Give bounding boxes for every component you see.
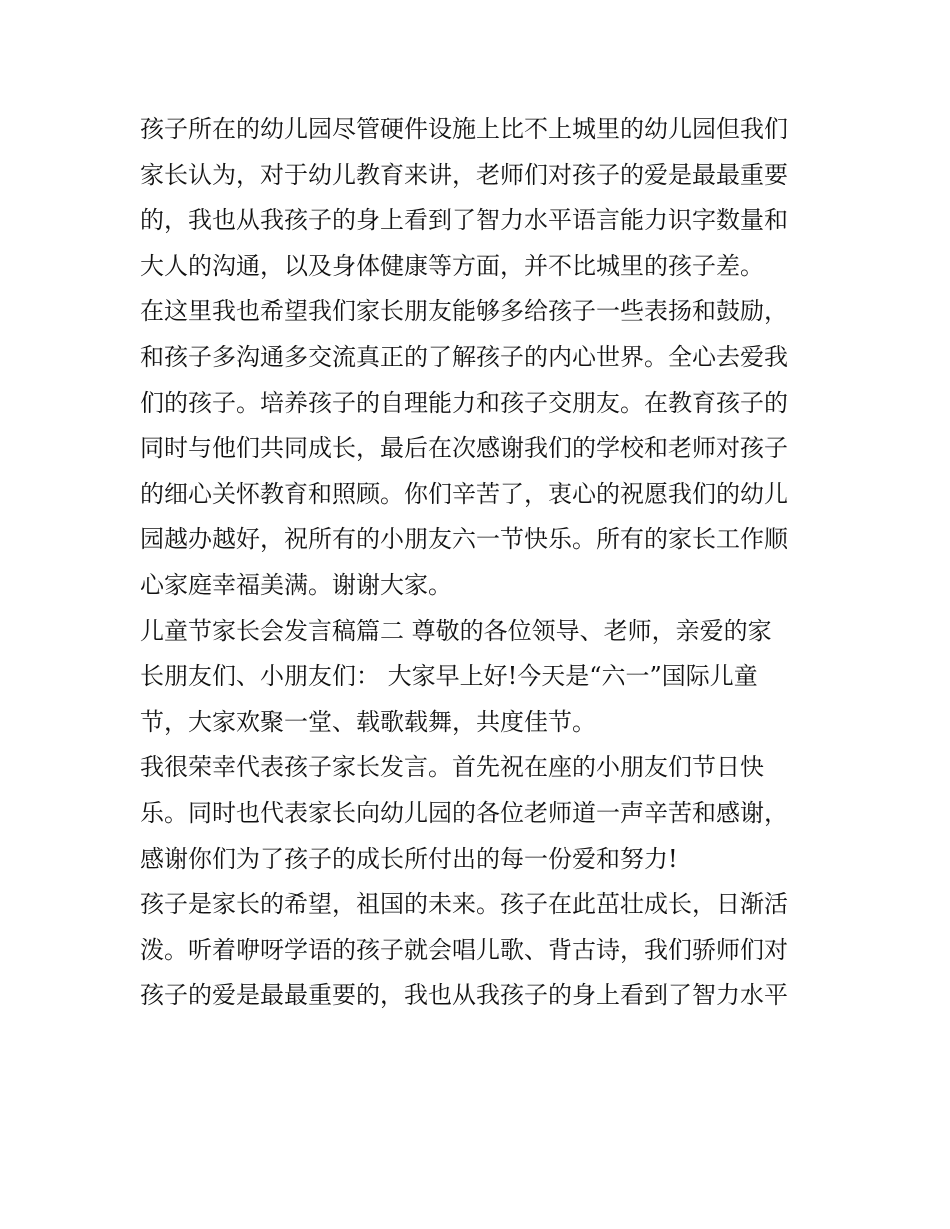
text-line: 的，我也从我孩子的身上看到了智力水平语言能力识字数量和 [140, 206, 788, 235]
text-line: 节，大家欢聚一堂、载歌载舞，共度佳节。 [140, 707, 596, 736]
text-line: 们的孩子。培养孩子的自理能力和孩子交朋友。在教育孩子的 [140, 388, 788, 417]
text-line: 泼。听着咿呀学语的孩子就会唱儿歌、背古诗，我们骄师们对 [140, 935, 788, 964]
text-line: 的细心关怀教育和照顾。你们辛苦了，衷心的祝愿我们的幼儿 [140, 479, 788, 508]
section-heading-line: 儿童节家长会发言稿篇二 尊敬的各位领导、老师，亲爱的家 [140, 616, 772, 645]
text-line: 园越办越好，祝所有的小朋友六一节快乐。所有的家长工作顺 [140, 525, 788, 554]
text-line: 我很荣幸代表孩子家长发言。首先祝在座的小朋友们节日快 [140, 753, 764, 782]
text-line: 心家庭幸福美满。谢谢大家。 [140, 570, 452, 599]
text-line: 家长认为，对于幼儿教育来讲，老师们对孩子的爱是最最重要 [140, 160, 788, 189]
text-line: 大人的沟通，以及身体健康等方面，并不比城里的孩子差。 [140, 251, 764, 280]
text-line: 和孩子多沟通多交流真正的了解孩子的内心世界。全心去爱我 [140, 342, 788, 371]
text-line: 孩子是家长的希望，祖国的未来。孩子在此茁壮成长，日渐活 [140, 890, 788, 919]
text-line: 孩子所在的幼儿园尽管硬件设施上比不上城里的幼儿园但我们 [140, 115, 788, 143]
document-body [140, 107, 820, 1019]
text-line: 孩子的爱是最最重要的，我也从我孩子的身上看到了智力水平 [140, 981, 788, 1010]
text-line: 感谢你们为了孩子的成长所付出的每一份爱和努力! [140, 844, 678, 873]
text-line: 长朋友们、小朋友们： 大家早上好!今天是“六一”国际儿童 [140, 662, 758, 691]
text-line: 在这里我也希望我们家长朋友能够多给孩子一些表扬和鼓励， [140, 297, 788, 326]
text-line: 乐。同时也代表家长向幼儿园的各位老师道一声辛苦和感谢， [140, 798, 788, 827]
text-line: 同时与他们共同成长，最后在次感谢我们的学校和老师对孩子 [140, 434, 788, 463]
